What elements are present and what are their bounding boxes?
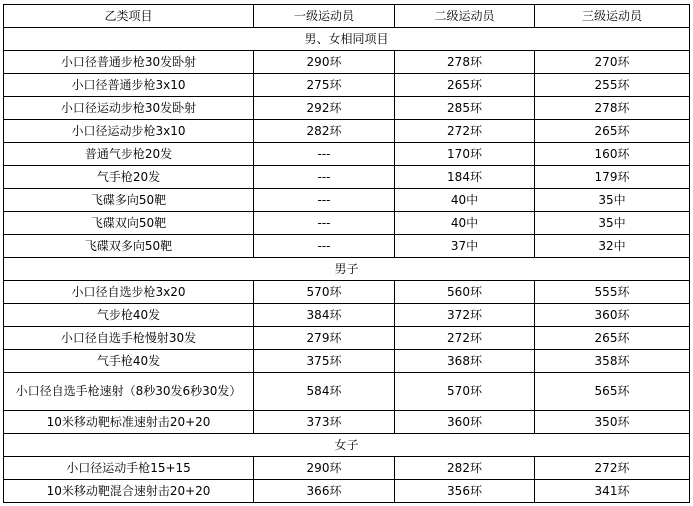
grade-2-cell: 170环 xyxy=(395,143,535,166)
grade-2-cell: 372环 xyxy=(395,304,535,327)
grade-1-cell: 384环 xyxy=(254,304,395,327)
header-event: 乙类项目 xyxy=(4,5,254,28)
event-cell: 普通气步枪20发 xyxy=(4,143,254,166)
table-row xyxy=(4,281,690,304)
grade-1-cell: --- xyxy=(254,143,395,166)
event-cell: 10米移动靶混合速射击20+20 xyxy=(4,480,254,503)
table-row xyxy=(4,304,690,327)
header-grade-3: 三级运动员 xyxy=(535,5,690,28)
grade-2-cell: 265环 xyxy=(395,74,535,97)
grade-1-cell: --- xyxy=(254,166,395,189)
event-cell: 小口径自选步枪3x20 xyxy=(4,281,254,304)
grade-2-cell: 272环 xyxy=(395,327,535,350)
grade-2-cell: 285环 xyxy=(395,97,535,120)
event-cell: 气手枪40发 xyxy=(4,350,254,373)
header-grade-1: 一级运动员 xyxy=(254,5,395,28)
grade-3-cell: 270环 xyxy=(535,51,690,74)
header-grade-2: 二级运动员 xyxy=(395,5,535,28)
grade-2-cell: 360环 xyxy=(395,411,535,434)
grade-3-cell: 265环 xyxy=(535,120,690,143)
grade-3-cell: 272环 xyxy=(535,457,690,480)
athlete-grade-table xyxy=(3,4,690,503)
event-cell: 气步枪40发 xyxy=(4,304,254,327)
section-row xyxy=(4,258,690,281)
section-row xyxy=(4,28,690,51)
table-row xyxy=(4,212,690,235)
grade-3-cell: 278环 xyxy=(535,97,690,120)
table-row xyxy=(4,327,690,350)
grade-3-cell: 358环 xyxy=(535,350,690,373)
event-cell: 飞碟双向50靶 xyxy=(4,212,254,235)
section-title-men: 男子 xyxy=(4,258,690,281)
table-row xyxy=(4,97,690,120)
grade-2-cell: 282环 xyxy=(395,457,535,480)
grade-2-cell: 368环 xyxy=(395,350,535,373)
event-cell: 飞碟多向50靶 xyxy=(4,189,254,212)
table-row xyxy=(4,411,690,434)
grade-1-cell: 275环 xyxy=(254,74,395,97)
event-cell: 小口径普通步枪30发卧射 xyxy=(4,51,254,74)
table-row xyxy=(4,457,690,480)
grade-3-cell: 555环 xyxy=(535,281,690,304)
event-cell: 小口径自选手枪慢射30发 xyxy=(4,327,254,350)
event-cell: 10米移动靶标准速射击20+20 xyxy=(4,411,254,434)
table-row xyxy=(4,480,690,503)
table-row xyxy=(4,74,690,97)
event-cell: 小口径运动手枪15+15 xyxy=(4,457,254,480)
grade-3-cell: 341环 xyxy=(535,480,690,503)
grade-1-cell: --- xyxy=(254,189,395,212)
grade-1-cell: 290环 xyxy=(254,51,395,74)
event-cell: 小口径自选手枪速射（8秒30发6秒30发） xyxy=(4,373,254,411)
grade-1-cell: 373环 xyxy=(254,411,395,434)
table-row xyxy=(4,51,690,74)
grade-2-cell: 272环 xyxy=(395,120,535,143)
table-row xyxy=(4,143,690,166)
grade-3-cell: 255环 xyxy=(535,74,690,97)
grade-3-cell: 179环 xyxy=(535,166,690,189)
table-row xyxy=(4,120,690,143)
event-cell: 飞碟双多向50靶 xyxy=(4,235,254,258)
event-cell: 小口径运动步枪3x10 xyxy=(4,120,254,143)
grade-1-cell: 290环 xyxy=(254,457,395,480)
grade-3-cell: 160环 xyxy=(535,143,690,166)
grade-3-cell: 350环 xyxy=(535,411,690,434)
table-row xyxy=(4,189,690,212)
event-cell: 气手枪20发 xyxy=(4,166,254,189)
grade-3-cell: 265环 xyxy=(535,327,690,350)
event-cell: 小口径运动步枪30发卧射 xyxy=(4,97,254,120)
table-row xyxy=(4,373,690,411)
table-row xyxy=(4,235,690,258)
grade-2-cell: 278环 xyxy=(395,51,535,74)
section-title-shared: 男、女相同项目 xyxy=(4,28,690,51)
table-row xyxy=(4,350,690,373)
grade-1-cell: --- xyxy=(254,212,395,235)
grade-3-cell: 565环 xyxy=(535,373,690,411)
grade-2-cell: 184环 xyxy=(395,166,535,189)
grade-3-cell: 35中 xyxy=(535,212,690,235)
grade-1-cell: 292环 xyxy=(254,97,395,120)
grade-2-cell: 356环 xyxy=(395,480,535,503)
grade-3-cell: 360环 xyxy=(535,304,690,327)
table-row xyxy=(4,166,690,189)
grade-2-cell: 40中 xyxy=(395,212,535,235)
grade-1-cell: 570环 xyxy=(254,281,395,304)
grade-1-cell: 584环 xyxy=(254,373,395,411)
grade-2-cell: 570环 xyxy=(395,373,535,411)
header-row xyxy=(4,5,690,28)
grade-1-cell: 375环 xyxy=(254,350,395,373)
section-row xyxy=(4,434,690,457)
grade-1-cell: 279环 xyxy=(254,327,395,350)
section-title-women: 女子 xyxy=(4,434,690,457)
grade-3-cell: 35中 xyxy=(535,189,690,212)
event-cell: 小口径普通步枪3x10 xyxy=(4,74,254,97)
grade-1-cell: 366环 xyxy=(254,480,395,503)
grade-2-cell: 40中 xyxy=(395,189,535,212)
grade-1-cell: --- xyxy=(254,235,395,258)
grade-1-cell: 282环 xyxy=(254,120,395,143)
grade-3-cell: 32中 xyxy=(535,235,690,258)
grade-2-cell: 560环 xyxy=(395,281,535,304)
grade-2-cell: 37中 xyxy=(395,235,535,258)
